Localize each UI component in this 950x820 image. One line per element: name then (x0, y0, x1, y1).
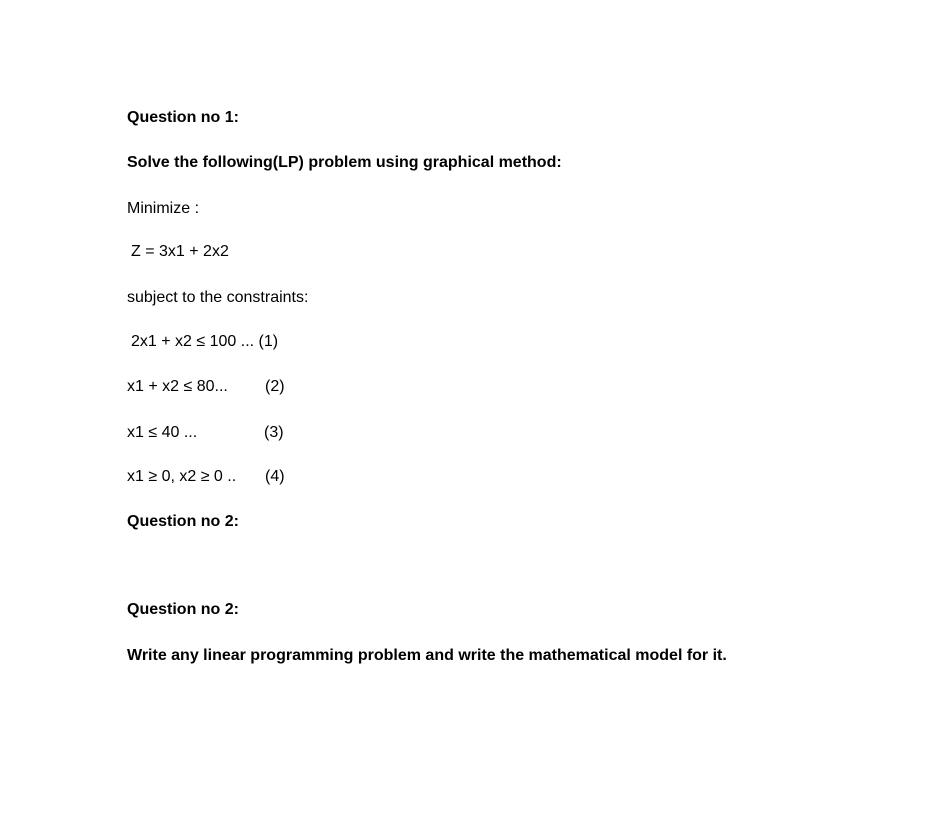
constraint-2: x1 + x2 ≤ 80... (127, 378, 228, 395)
question-2-heading-first: Question no 2: (127, 513, 239, 530)
question-1-heading: Question no 1: (127, 109, 239, 126)
constraint-4: x1 ≥ 0, x2 ≥ 0 .. (127, 468, 237, 485)
constraint-2-ref: (2) (265, 378, 285, 395)
constraint-3-ref: (3) (264, 424, 284, 441)
constraint-4-ref: (4) (265, 468, 285, 485)
objective-function: Z = 3x1 + 2x2 (131, 243, 229, 260)
question-2-instruction: Write any linear programming problem and write the mathematical model for it. (127, 647, 727, 664)
constraint-1: 2x1 + x2 ≤ 100 ... (1) (131, 333, 279, 350)
question-1-instruction: Solve the following(LP) problem using graphical method: (127, 154, 562, 171)
constraint-3: x1 ≤ 40 ... (127, 424, 198, 441)
objective-label: Minimize : (127, 200, 200, 217)
question-2-heading-second: Question no 2: (127, 601, 239, 618)
constraints-label: subject to the constraints: (127, 289, 309, 306)
